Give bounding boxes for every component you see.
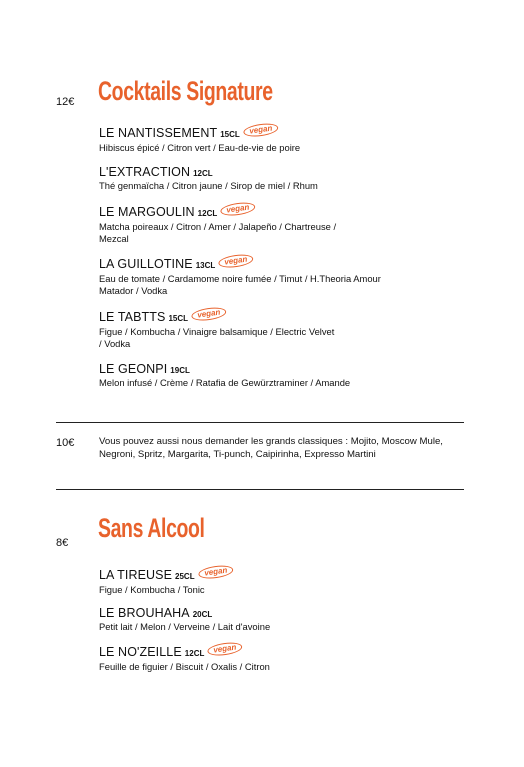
item-volume: 25CL — [175, 572, 195, 581]
item-volume: 12CL — [197, 209, 218, 218]
menu-item — [99, 606, 469, 633]
item-description: Figue / Kombucha / Tonic — [99, 584, 205, 595]
menu-item — [99, 565, 469, 596]
item-volume: 12CL — [193, 169, 213, 178]
vegan-badge: vegan — [191, 306, 227, 323]
item-name: LE NANTISSEMENT — [99, 126, 218, 140]
sans-alcool-price: 8€ — [56, 537, 69, 549]
item-name: LE NO'ZEILLE — [99, 645, 182, 659]
item-volume: 15CL — [168, 314, 188, 323]
vegan-badge: vegan — [242, 122, 278, 139]
item-name: LE MARGOULIN — [99, 205, 195, 219]
item-name: L'EXTRACTION — [99, 165, 191, 179]
menu-item — [99, 642, 469, 673]
vegan-badge: vegan — [207, 641, 243, 658]
item-name: LE BROUHAHA — [99, 606, 190, 620]
menu-item — [99, 202, 469, 245]
classics-text: Vous pouvez aussi nous demander les grands classiques : Mojito, Moscow Mule, Negroni, Spritz, Margarita, Ti-punch, Caipirinha, Expresso Martini — [99, 436, 443, 460]
item-name: LE GEONPI — [99, 362, 168, 376]
item-description: Thé genmaïcha / Citron jaune / Sirop de miel / Rhum — [99, 180, 318, 191]
divider — [56, 422, 464, 423]
vegan-badge: vegan — [220, 201, 256, 218]
vegan-badge: vegan — [218, 253, 254, 270]
item-description: Petit lait / Melon / Verveine / Lait d'avoine — [99, 621, 271, 632]
vegan-badge: vegan — [197, 564, 233, 581]
item-name: LE TABTTS — [99, 310, 166, 324]
menu-item — [99, 123, 469, 154]
item-volume: 20CL — [192, 610, 213, 619]
sans-alcool-title: Sans Alcool — [98, 513, 205, 543]
item-name: LA TIREUSE — [99, 568, 173, 582]
item-name: LA GUILLOTINE — [99, 257, 193, 271]
divider — [56, 489, 464, 490]
item-volume: 12CL — [184, 649, 205, 658]
item-description: Matcha poireaux / Citron / Amer / Jalapeño / Chartreuse / Mezcal — [99, 221, 337, 245]
item-description: Eau de tomate / Cardamome noire fumée / Timut / H.Theoria Amour Matador / Vodka — [99, 273, 381, 297]
item-volume: 19CL — [170, 366, 190, 375]
item-description: Melon infusé / Crème / Ratafia de Gewürztraminer / Amande — [99, 377, 351, 388]
classics-price: 10€ — [56, 437, 75, 449]
signature-price: 12€ — [56, 96, 75, 108]
item-volume: 15CL — [220, 130, 240, 139]
item-description: Figue / Kombucha / Vinaigre balsamique / Electric Velvet / Vodka — [99, 326, 335, 350]
item-volume: 13CL — [195, 261, 216, 270]
menu-item — [99, 307, 469, 350]
signature-title: Cocktails Signature — [98, 76, 273, 106]
item-description: Feuille de figuier / Biscuit / Oxalis / Citron — [99, 661, 270, 672]
item-description: Hibiscus épicé / Citron vert / Eau-de-vie de poire — [99, 142, 301, 153]
menu-item — [99, 165, 469, 192]
menu-item — [99, 362, 469, 389]
menu-item — [99, 254, 469, 297]
